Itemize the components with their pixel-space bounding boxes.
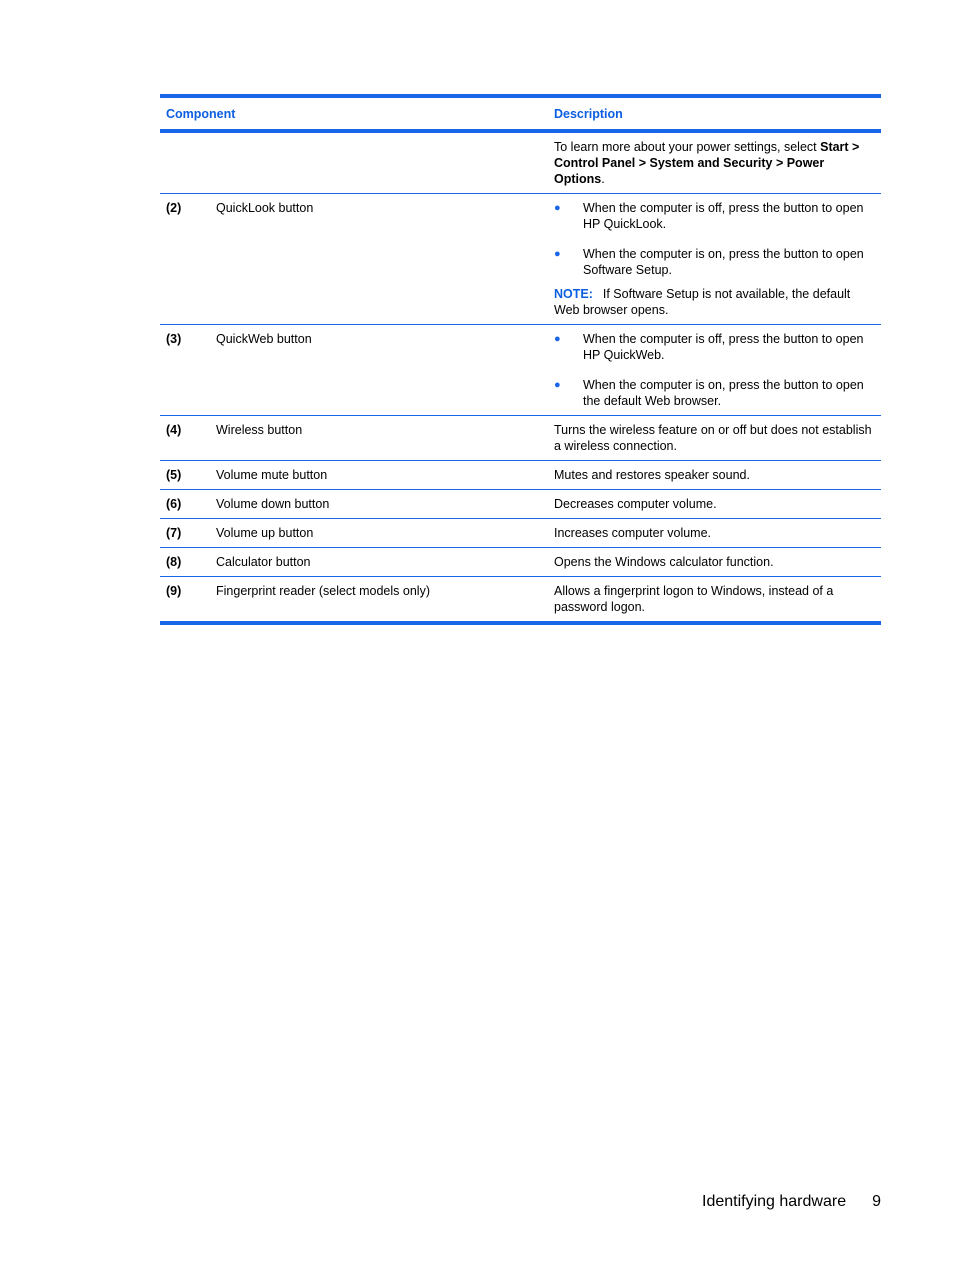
- note-label: NOTE:: [554, 287, 593, 301]
- bullet-item: [554, 200, 877, 232]
- component-table-container: [160, 94, 881, 625]
- bullet-text: When the computer is off, press the button to open HP QuickLook.: [583, 201, 864, 231]
- table-row: [160, 548, 881, 577]
- component-name: Volume down button: [216, 497, 330, 511]
- page-footer: [702, 1192, 881, 1212]
- menu-path: Start > Control Panel > System and Security > Power Options: [554, 140, 860, 186]
- component-name: QuickWeb button: [216, 332, 312, 346]
- table-row: [160, 490, 881, 519]
- bullet-item: [554, 377, 877, 409]
- description-text: Mutes and restores speaker sound.: [554, 468, 750, 482]
- row-number: (9): [166, 584, 182, 598]
- row-number: (3): [166, 332, 182, 346]
- table-row: [160, 194, 881, 325]
- continuation-text: To learn more about your power settings, select: [554, 140, 821, 154]
- row-number: (5): [166, 468, 182, 482]
- description-text: Turns the wireless feature on or off but does not establish a wireless connection.: [554, 423, 872, 453]
- note: [554, 286, 877, 318]
- bullet-text: When the computer is off, press the button to open HP QuickWeb.: [583, 332, 864, 362]
- table-row: [160, 577, 881, 624]
- bullet-text: When the computer is on, press the button to open Software Setup.: [583, 247, 864, 277]
- table-row-continuation: [160, 131, 881, 194]
- description-text: Increases computer volume.: [554, 526, 712, 540]
- description-text: Opens the Windows calculator function.: [554, 555, 774, 569]
- continuation-period: .: [601, 172, 605, 186]
- page-number: 9: [872, 1193, 881, 1210]
- table-row: [160, 461, 881, 490]
- row-number: (2): [166, 201, 182, 215]
- row-number: (7): [166, 526, 182, 540]
- table-row: [160, 519, 881, 548]
- description-cell: [548, 131, 881, 194]
- note-text: If Software Setup is not available, the default Web browser opens.: [554, 287, 851, 317]
- row-number: [160, 131, 210, 194]
- row-number: (4): [166, 423, 182, 437]
- bullet-dot-icon: ●: [554, 333, 561, 345]
- component-name: Wireless button: [216, 423, 303, 437]
- component-cell: [210, 131, 548, 194]
- bullet-dot-icon: ●: [554, 248, 561, 260]
- row-number: (6): [166, 497, 182, 511]
- bullet-item: [554, 331, 877, 363]
- description-text: Allows a fingerprint logon to Windows, instead of a password logon.: [554, 584, 834, 614]
- row-number: (8): [166, 555, 182, 569]
- table-header-row: [160, 96, 881, 131]
- description-text: Decreases computer volume.: [554, 497, 717, 511]
- component-name: Fingerprint reader (select models only): [216, 584, 430, 598]
- section-title: Identifying hardware: [702, 1193, 847, 1210]
- bullet-dot-icon: ●: [554, 379, 561, 391]
- component-column-header: Component: [166, 107, 236, 121]
- component-table: [160, 94, 881, 625]
- description-cell: [548, 325, 881, 416]
- table-row: [160, 416, 881, 461]
- table-row: [160, 325, 881, 416]
- bullet-dot-icon: ●: [554, 202, 561, 214]
- component-name: QuickLook button: [216, 201, 314, 215]
- description-cell: [548, 194, 881, 325]
- bullet-text: When the computer is on, press the button to open the default Web browser.: [583, 378, 864, 408]
- component-name: Volume up button: [216, 526, 314, 540]
- component-name: Volume mute button: [216, 468, 328, 482]
- component-name: Calculator button: [216, 555, 311, 569]
- bullet-item: [554, 246, 877, 278]
- description-column-header: Description: [554, 107, 623, 121]
